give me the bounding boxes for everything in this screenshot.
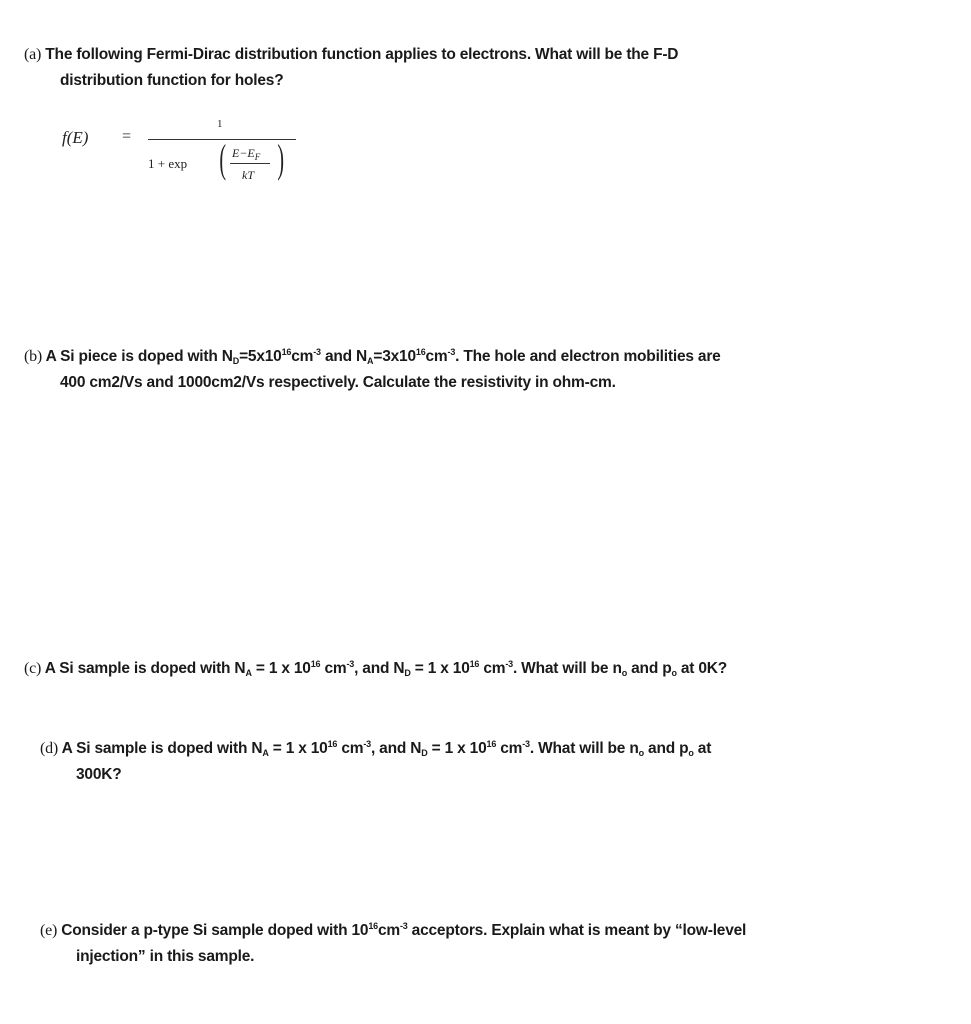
question-d-label: (d) (40, 740, 59, 757)
question-c-sub-4: o (671, 668, 677, 678)
question-d-sup-2: -3 (363, 739, 371, 749)
question-a-line-2: distribution function for holes? (60, 72, 284, 89)
question-c-sub-1: A (245, 668, 252, 678)
question-b-sup-2: -3 (313, 347, 321, 357)
question-d-text-7: . What will be n (529, 740, 639, 757)
question-d-sub-4: o (688, 748, 694, 758)
question-b-line-2: 400 cm2/Vs and 1000cm2/Vs respectively. Calculate the resistivity in ohm-cm. (60, 374, 616, 391)
question-d-text-2: = 1 x 10 (268, 740, 328, 757)
question-a (24, 42, 678, 94)
question-e-sup-2: -3 (399, 921, 408, 931)
question-b-text-6: cm (425, 348, 448, 365)
question-e-label: (e) (40, 922, 58, 939)
formula-inner-fraction-bar (230, 163, 270, 164)
question-a-line-1 (24, 42, 678, 68)
question-b-text-2: =5x10 (239, 348, 282, 365)
question-e-sup-1: 16 (368, 921, 378, 931)
question-e-text-1: Consider a p-type Si sample doped with 10 (61, 922, 369, 939)
question-b-text-7: . The hole and electron mobilities are (455, 348, 721, 365)
question-e-text-2: cm (377, 922, 400, 939)
question-c-sup-2: -3 (346, 659, 355, 669)
question-c-text-5: = 1 x 10 (410, 660, 470, 677)
question-c-text-1: A Si sample is doped with N (44, 660, 246, 677)
question-d-sub-3: o (638, 748, 644, 758)
question-b-sup-3: 16 (415, 347, 426, 357)
fermi-dirac-formula (62, 118, 322, 198)
question-a-text: The following Fermi-Dirac distribution function applies to electrons. What will be the F-D (45, 46, 679, 63)
question-d-line-2: 300K? (76, 766, 122, 783)
question-d-text-1: A Si sample is doped with N (61, 740, 263, 757)
question-e-text-3: acceptors. Explain what is meant by “low-level (407, 922, 747, 939)
question-c-label: (c) (24, 660, 42, 677)
formula-left-paren: ( (219, 136, 226, 181)
question-b-sub-2: A (367, 356, 374, 366)
question-d-text-5: = 1 x 10 (427, 740, 487, 757)
question-d-sup-4: -3 (522, 739, 530, 749)
question-a-label: (a) (24, 46, 42, 63)
question-c-text-7: . What will be n (512, 660, 622, 677)
question-b-text-5: =3x10 (373, 348, 416, 365)
formula-inner-numerator (232, 146, 260, 161)
formula-denominator-prefix: 1 + exp (148, 156, 188, 171)
formula-right-paren: ) (277, 136, 284, 181)
question-b-line-1 (24, 344, 721, 370)
question-c-text-8: and p (627, 660, 672, 677)
question-d-text-4: , and N (370, 740, 422, 757)
question-b-sup-4: -3 (447, 347, 456, 357)
formula-numerator: 1 (217, 118, 223, 130)
question-c-sup-1: 16 (310, 659, 321, 669)
question-b-text-3: cm (291, 348, 314, 365)
question-d-sub-2: D (421, 748, 428, 758)
question-b-label: (b) (24, 348, 43, 365)
question-d-text-3: cm (337, 740, 364, 757)
question-c-sup-4: -3 (505, 659, 513, 669)
question-e-line-2: injection” in this sample. (76, 948, 255, 965)
question-c (24, 656, 727, 682)
question-c-text-9: at 0K? (676, 660, 728, 677)
question-c-text-2: = 1 x 10 (251, 660, 311, 677)
formula-inner-numerator-sub: F (254, 152, 261, 162)
question-b (24, 344, 721, 396)
question-c-sub-2: D (404, 668, 411, 678)
question-c-line-1 (24, 656, 727, 682)
question-e-line-1 (40, 918, 746, 944)
question-d-line-1 (40, 736, 711, 762)
formula-lhs: f(E) (62, 128, 89, 147)
question-d-text-6: cm (496, 740, 523, 757)
question-d-text-9: at (693, 740, 712, 757)
question-d-sup-3: 16 (486, 739, 497, 749)
question-c-text-6: cm (479, 660, 506, 677)
question-c-text-4: , and N (354, 660, 405, 677)
question-b-sub-1: D (232, 356, 240, 366)
question-c-text-3: cm (320, 660, 347, 677)
question-c-sup-3: 16 (469, 659, 480, 669)
question-c-sub-3: o (621, 668, 628, 678)
question-b-text-4: and N (320, 348, 368, 365)
formula-inner-denominator: kT (242, 168, 254, 182)
question-b-sup-1: 16 (281, 347, 292, 357)
question-d (40, 736, 711, 788)
formula-equals: = (122, 128, 132, 145)
question-d-sub-1: A (262, 748, 269, 758)
formula-inner-numerator-text: E−E (232, 146, 255, 160)
question-d-sup-1: 16 (327, 739, 338, 749)
question-d-text-8: and p (643, 740, 689, 757)
question-e (40, 918, 746, 970)
question-b-text-1: A Si piece is doped with N (45, 348, 233, 365)
